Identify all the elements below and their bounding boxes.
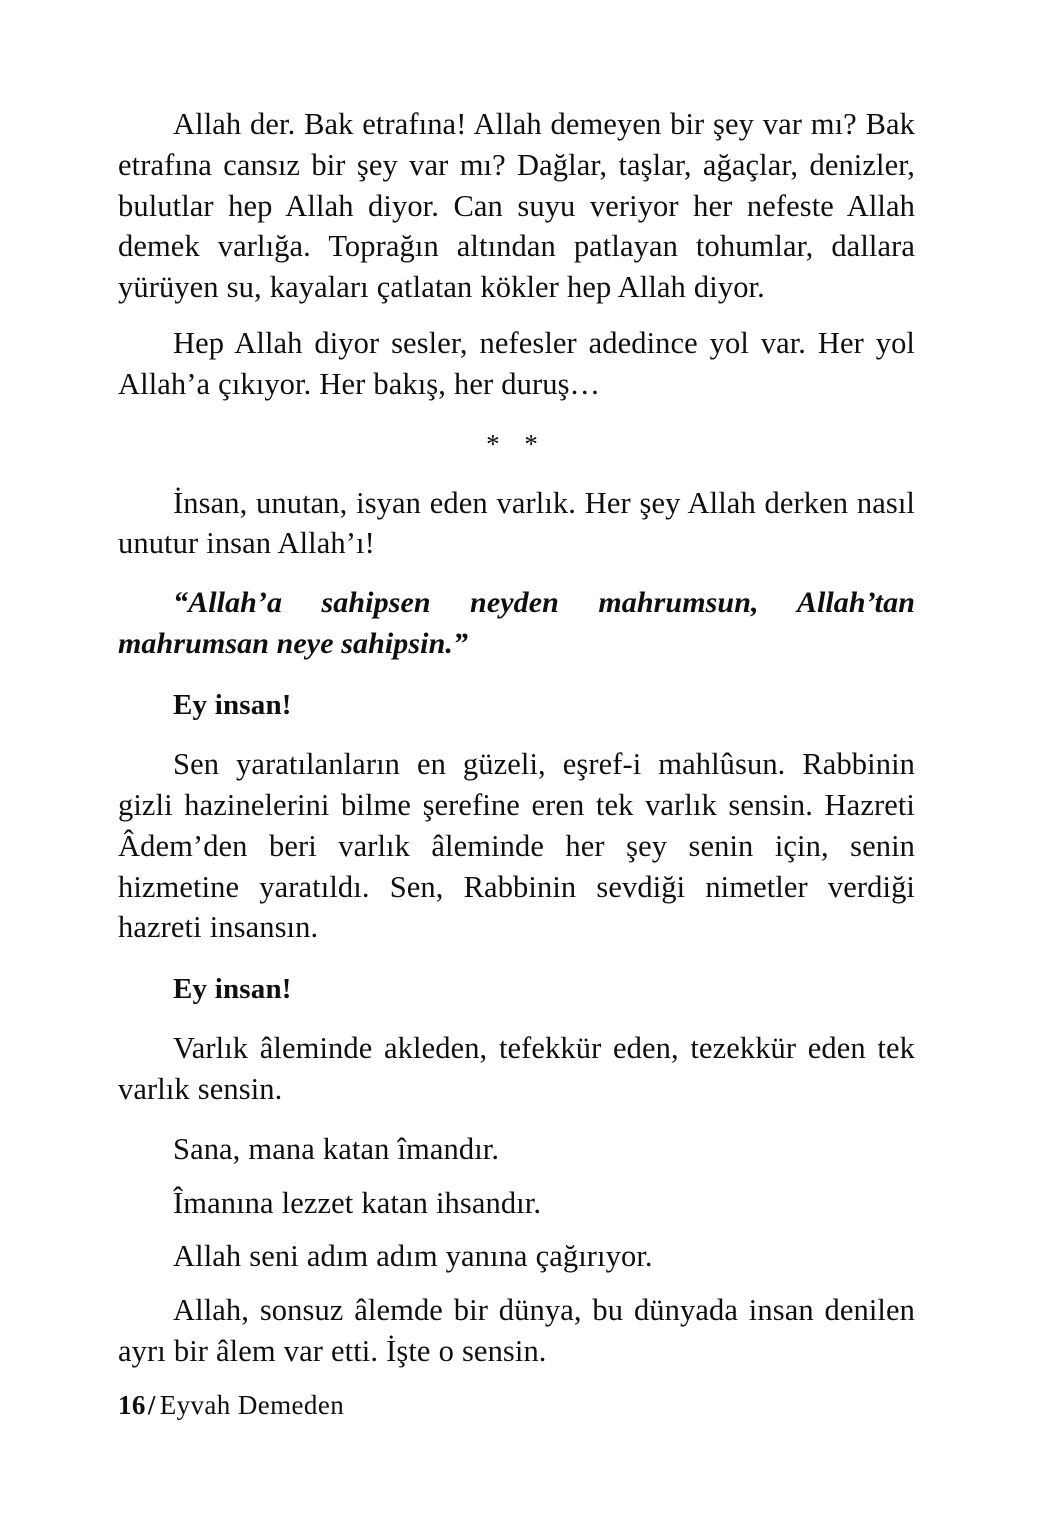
book-title: Eyvah Demeden xyxy=(159,1390,345,1420)
page-text-block xyxy=(118,104,915,1372)
paragraph-2: Hep Allah diyor sesler, nefesler adedince yol var. Her yol Allah’a çıkıyor. Her bakış, her duruş… xyxy=(118,325,915,401)
paragraph-6: Sana, mana katan îmandır. xyxy=(173,1131,500,1166)
page-footer xyxy=(118,1388,344,1422)
paragraph-5: Varlık âleminde akleden, tefekkür eden, tezekkür eden tek varlık sensin. xyxy=(118,1031,915,1106)
page-number: 16 xyxy=(118,1390,146,1420)
paragraph-4: Sen yaratılanların en güzeli, eşref-i mahlûsun. Rabbinin gizli hazinelerini bilme şerefine eren tek varlık sensin. Hazreti Âdem’den beri varlık âleminde her şey senin için, senin hizmetine yaratıldı. Sen, Rabbinin sevdiği nimetler verdiği hazreti insansın. xyxy=(118,747,915,945)
folio-separator: / xyxy=(147,1390,156,1420)
section-separator-asterisks: * * xyxy=(486,428,547,459)
paragraph-8: Allah seni adım adım yanına çağırıyor. xyxy=(173,1239,653,1274)
paragraph-3: İnsan, unutan, isyan eden varlık. Her şey Allah derken nasıl unutur insan Allah’ı! xyxy=(118,485,915,561)
paragraph-1: Allah der. Bak etrafına! Allah demeyen bir şey var mı? Bak etrafına cansız bir şey var mı? Dağlar, taşlar, ağaçlar, denizler, bulutlar hep Allah diyor. Can suyu veriyor her nefeste Allah demek varlığa. Toprağın altından patlayan tohumlar, dallara yürüyen su, kayaları çatlatan kökler hep Allah diyor. xyxy=(118,107,915,305)
paragraph-7: Îmanına lezzet katan ihsandır. xyxy=(173,1185,542,1220)
heading-ey-insan-2: Ey insan! xyxy=(173,973,292,1006)
paragraph-9: Allah, sonsuz âlemde bir dünya, bu dünyada insan denilen ayrı bir âlem var etti. İşte o sensin. xyxy=(118,1293,915,1368)
pull-quote: “Allah’a sahipsen neyden mahrumsun, Allah’tan mahrumsan neye sahipsin.” xyxy=(118,586,915,661)
heading-ey-insan-1: Ey insan! xyxy=(173,689,292,722)
